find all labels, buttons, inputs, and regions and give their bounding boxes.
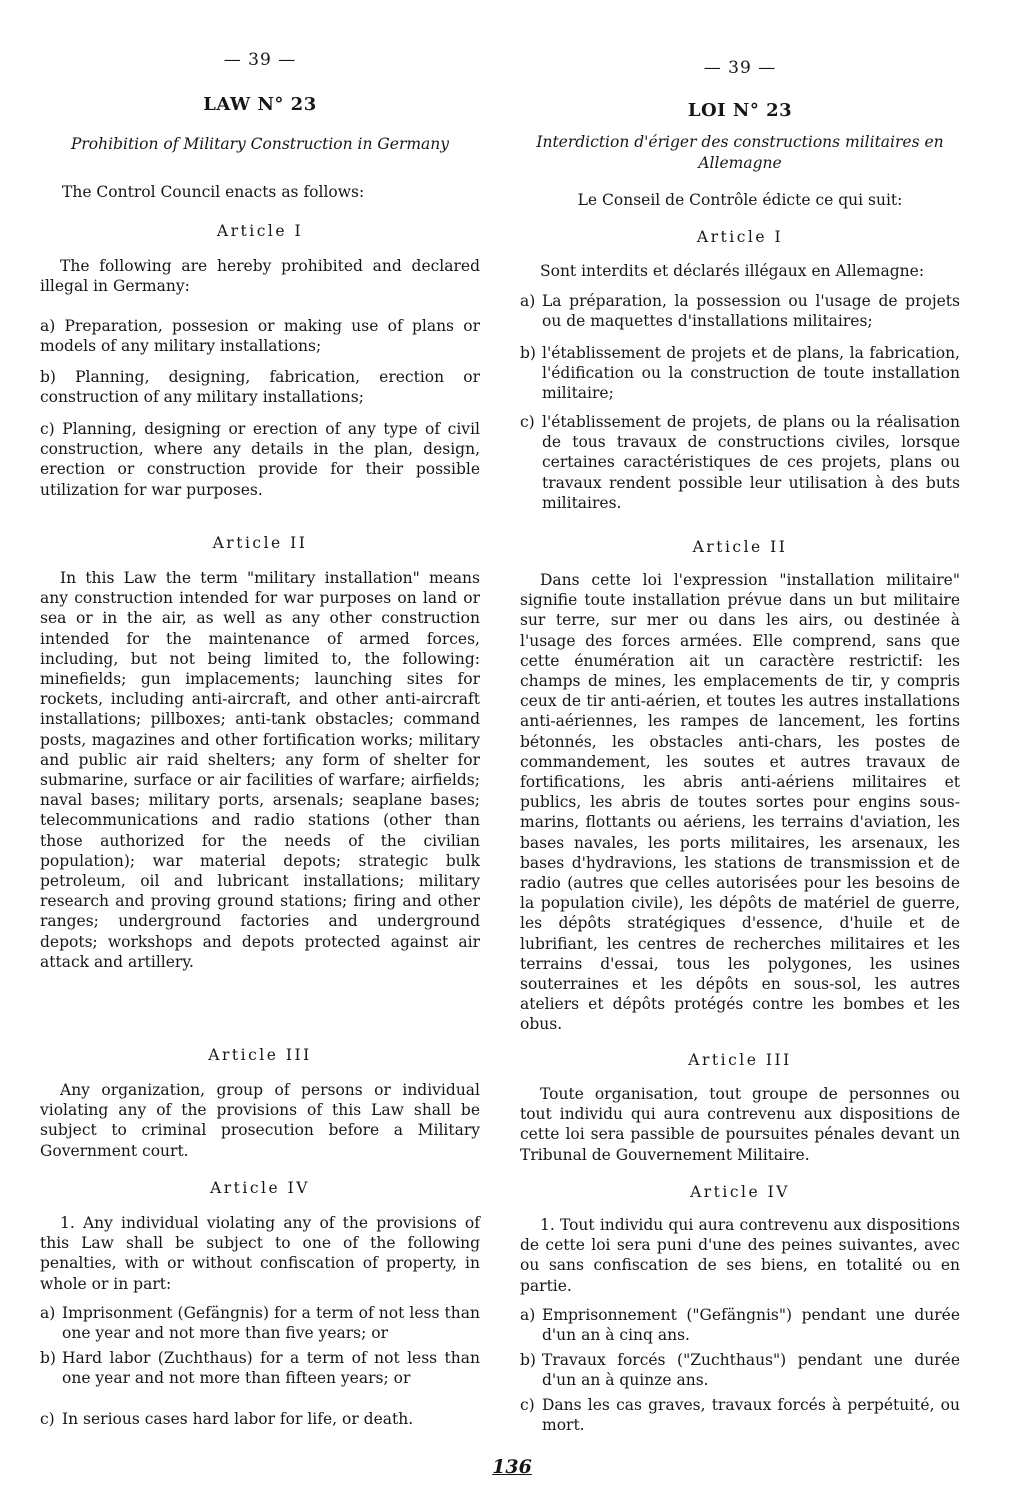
item-text: Travaux forcés ("Zuchthaus") pendant une durée d'un an à quinze ans. [542,1351,960,1390]
page-number: — 39 — [223,50,297,70]
article-heading: Article III [208,1046,312,1064]
law-title: LAW N° 23 [203,94,317,115]
article-text: In this Law the term "military installation" means any construction intended for war purposes on land or sea or in the air, as well as any other construction intended for the maintenance of armed forces, including, but not being limited to, the following: minefields; gun implacements; launching sites for rockets, including anti-aircraft, and other anti-aircraft installations; pillboxes; anti-tank obstacles; command posts, magazines and other fortification works; military and public air raid shelters; any form of shelter for submarine, surface or air facilities of warfare; airfields; naval bases; military ports, arsenals; seaplane bases; telecommunications and radio stations (other than those authorized for the needs of the civilian population); war material depots; strategic bulk petroleum, oil and lubricant installations; military research and proving ground stations; firing and other ranges; underground factories and underground depots; workshops and depots protected against air attack and artillery. [40,569,480,971]
article-text: Dans cette loi l'expression "installation militaire" signifie toute installation prévue dans un but militaire sur terre, sur mer ou dans les airs, ou destinée à l'usage des forces armées. Elle comprend, sans que cette énumération ait un caractère restrictif: les champs de mines, les emplacements de tir, y compris ceux de tir anti-aérien, et toutes les autres installations anti-aériennes, les rampes de lancement, les fortins bétonnés, les obstacles anti-chars, les postes de commandement, les soutes et autres travaux de fortifications, les abris anti-aériens militaires et publics, les abris de toutes sortes pour engins sous-marins, flottants ou aériens, les terrains d'aviation, les bases navales, les ports militaires, les arsenaux, les bases d'hydravions, les stations de transmission et de radio (autres que celles autorisées pour les besoins de la population civile), les dépôts de matériel de guerre, les dépôts stratégiques d'essence, d'huile et de lubrifiant, les centres de recherches militaires et les terrains d'essai, tous les polygones, les usines souterraines et les dépôts en sous-sol, les autres ateliers et dépôts protégés contre les bombes et les obus. [520,571,960,1034]
article-item [40,419,480,500]
article-item [40,316,480,356]
article-heading: Article II [692,538,788,556]
item-text: Hard labor (Zuchthaus) for a term of not less than one year and not more than fifteen years; or [62,1349,480,1388]
item-label: a) [520,292,536,310]
article-heading: Article I [696,228,784,246]
article-text: Any organization, group of persons or individual violating any of the provisions of this Law shall be subject to criminal prosecution before a Military Government court. [40,1081,480,1160]
item-label: c) [40,1410,55,1428]
article-item [520,1350,960,1390]
item-text: In serious cases hard labor for life, or death. [62,1410,414,1428]
article-item [520,1305,960,1345]
article-text: The following are hereby prohibited and declared illegal in Germany: [40,257,480,296]
enactment-intro: Le Conseil de Contrôle édicte ce qui suit: [577,191,903,209]
page-number: — 39 — [703,58,777,78]
article-text: 1. Any individual violating any of the provisions of this Law shall be subject to one of the following penalties, with or without confiscation of property, in whole or in part: [40,1214,480,1293]
article-item [40,1303,480,1343]
article-heading: Article III [688,1051,792,1069]
item-label: a) [40,1304,56,1322]
folio-page-number [0,1456,1024,1478]
item-label: b) [520,344,536,362]
enactment-intro: The Control Council enacts as follows: [62,183,365,201]
article-item [520,291,960,331]
item-label: a) [520,1306,536,1324]
item-label: b) [40,1349,56,1367]
item-label: c) [520,1396,535,1414]
item-text: Planning, designing or erection of any type of civil construction, where any details in the plan, design, erection or construction provide for their possible utilization for war purposes. [40,420,480,499]
item-text: l'établissement de projets et de plans, la fabrication, l'édification ou la construction de toute installation militaire; [542,344,960,403]
article-text: Toute organisation, tout groupe de personnes ou tout individu qui aura contrevenu aux dispositions de cette loi sera passible de poursuites pénales devant un Tribunal de Gouvernement Militaire. [520,1085,960,1164]
article-item [520,1395,960,1435]
item-text: Planning, designing, fabrication, erection or construction of any military installations; [40,368,480,407]
item-text: La préparation, la possession ou l'usage de projets ou de maquettes d'installations militaires; [542,292,960,331]
article-item [520,343,960,404]
article-heading: Article IV [690,1183,790,1201]
item-text: Preparation, possesion or making use of plans or models of any military installations; [40,317,480,356]
article-item [40,1409,480,1429]
article-item [40,367,480,407]
item-text: l'établissement de projets, de plans ou la réalisation de tous travaux de constructions civiles, lorsque certaines caractéristiques de ces projets, plans ou travaux rendent possible leur utilisation à des buts militaires. [542,413,960,512]
article-heading: Article II [212,534,308,552]
article-text: Sont interdits et déclarés illégaux en Allemagne: [540,262,925,280]
item-label: a) [40,317,56,335]
item-text: Dans les cas graves, travaux forcés à perpétuité, ou mort. [542,1396,960,1435]
item-label: c) [40,420,55,438]
folio-number-text: 136 [492,1456,532,1478]
law-subtitle: Interdiction d'ériger des constructions militaires en Allemagne [536,133,944,172]
item-label: c) [520,413,535,431]
law-subtitle: Prohibition of Military Construction in Germany [70,135,450,153]
article-text: 1. Tout individu qui aura contrevenu aux dispositions de cette loi sera puni d'une des peines suivantes, avec ou sans confiscation de ses biens, en totalité ou en partie. [520,1216,960,1295]
article-heading: Article IV [210,1179,310,1197]
article-item [40,1348,480,1388]
article-item [520,412,960,513]
item-label: b) [40,368,56,386]
item-text: Imprisonment (Gefängnis) for a term of not less than one year and not more than five years; or [62,1304,480,1343]
item-text: Emprisonnement ("Gefängnis") pendant une durée d'un an à cinq ans. [542,1306,960,1345]
law-title: LOI N° 23 [687,100,793,121]
article-heading: Article I [216,222,304,240]
item-label: b) [520,1351,536,1369]
